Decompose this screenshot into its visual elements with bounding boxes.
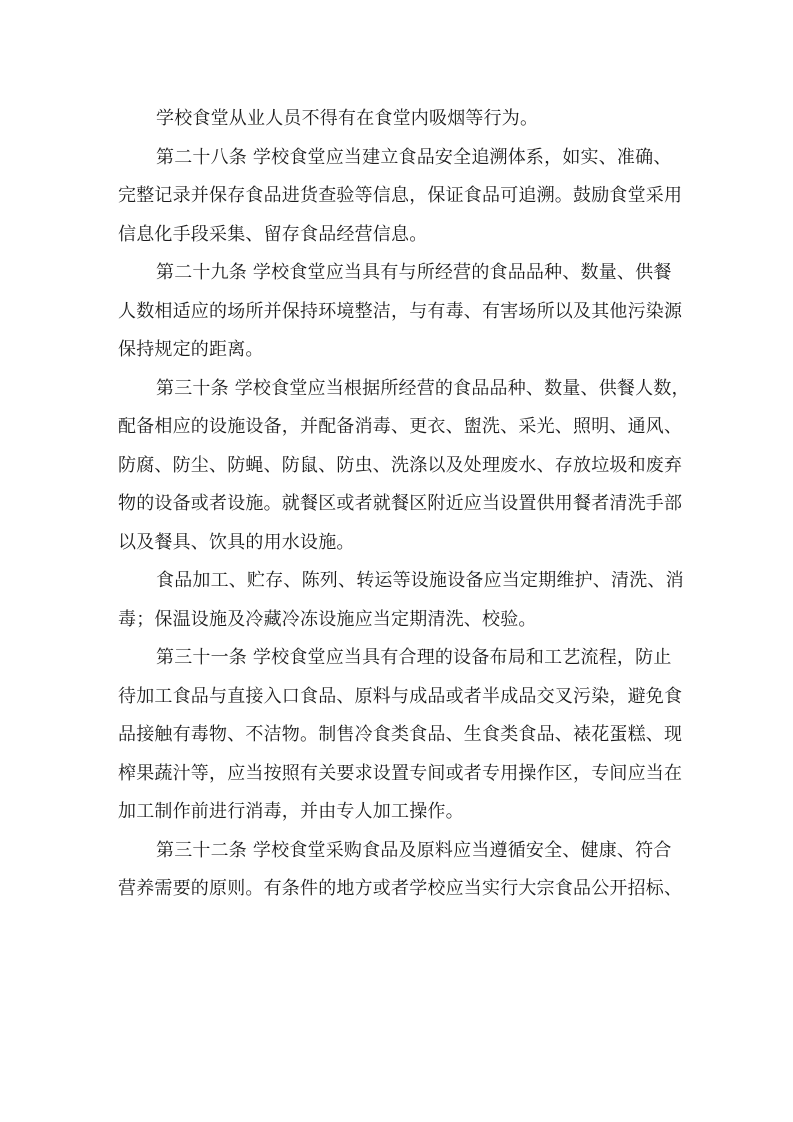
text-line: 第三十条 学校食堂应当根据所经营的食品品种、数量、供餐人数，	[156, 377, 690, 399]
text-line: 完整记录并保存食品进货查验等信息，保证食品可追溯。鼓励食堂采用	[118, 185, 683, 206]
paragraph-facility-maintenance	[118, 562, 684, 639]
text-line: 保持规定的距离。	[118, 339, 264, 360]
text-line: 第二十八条 学校食堂应当建立食品安全追溯体系，如实、准确、	[156, 146, 672, 168]
text-line: 第三十一条 学校食堂应当具有合理的设备布局和工艺流程，防止	[156, 647, 672, 668]
text-line: 待加工食品与直接入口食品、原料与成品或者半成品交叉污染，避免食	[118, 685, 683, 707]
text-line: 防腐、防尘、防蝇、防鼠、防虫、洗涤以及处理废水、存放垃圾和废弃	[118, 454, 683, 476]
paragraph-article-31	[118, 639, 683, 832]
paragraph-1	[118, 100, 678, 139]
text-line: 第二十九条 学校食堂应当具有与所经营的食品品种、数量、供餐	[156, 262, 672, 283]
text-line: 营养需要的原则。有条件的地方或者学校应当实行大宗食品公开招标、	[118, 878, 683, 899]
text-line: 学校食堂从业人员不得有在食堂内吸烟等行为。	[156, 108, 539, 129]
text-line: 第三十二条 学校食堂采购食品及原料应当遵循安全、健康、符合	[156, 839, 672, 861]
text-line: 加工制作前进行消毒，并由专人加工操作。	[118, 801, 464, 822]
document-body	[118, 100, 690, 909]
paragraph-article-29	[118, 254, 683, 370]
text-line: 以及餐具、饮具的用水设施。	[118, 531, 355, 553]
text-line: 榨果蔬汁等，应当按照有关要求设置专间或者专用操作区，专间应当在	[118, 762, 683, 784]
text-line: 配备相应的设施设备，并配备消毒、更衣、盥洗、采光、照明、通风、	[118, 416, 683, 437]
paragraph-article-28	[118, 139, 683, 255]
text-line: 物的设备或者设施。就餐区或者就餐区附近应当设置供用餐者清洗手部	[118, 493, 683, 514]
paragraph-article-30	[118, 370, 690, 563]
text-line: 毒；保温设施及冷藏冷冻设施应当定期清洗、校验。	[118, 608, 537, 630]
text-line: 信息化手段采集、留存食品经营信息。	[118, 223, 428, 245]
paragraph-article-32	[118, 832, 683, 909]
text-line: 食品加工、贮存、陈列、转运等设施设备应当定期维护、清洗、消	[156, 570, 684, 591]
text-line: 品接触有毒物、不洁物。制售冷食类食品、生食类食品、裱花蛋糕、现	[118, 724, 683, 745]
text-line: 人数相适应的场所并保持环境整洁，与有毒、有害场所以及其他污染源	[118, 300, 683, 322]
